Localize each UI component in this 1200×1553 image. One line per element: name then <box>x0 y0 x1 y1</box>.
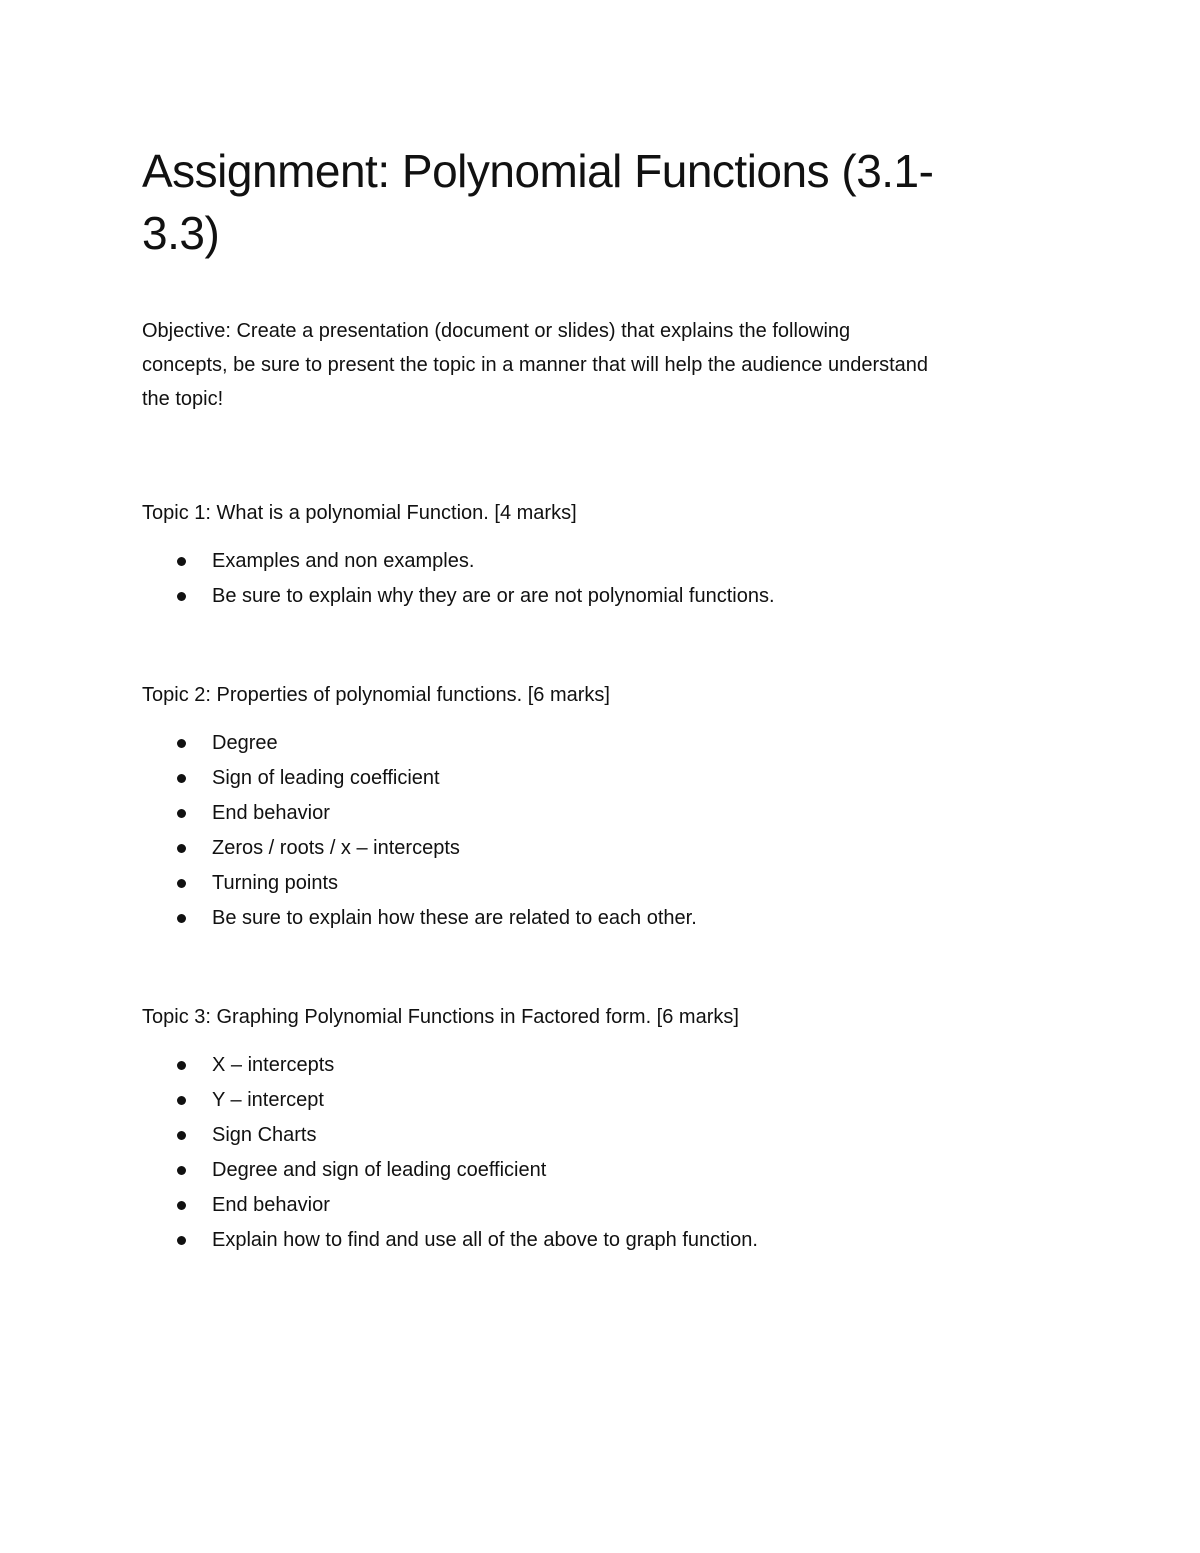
list-item-text: Zeros / roots / x – intercepts <box>212 837 460 859</box>
list-item <box>142 831 1062 866</box>
list-item <box>142 579 1062 614</box>
bullet-icon <box>177 774 186 783</box>
objective-line-1: Objective: Create a presentation (document or slides) that explains the following <box>142 320 851 342</box>
list-item <box>142 544 1062 579</box>
topic-3-heading: Topic 3: Graphing Polynomial Functions in Factored form. [6 marks] <box>142 1006 739 1028</box>
objective-paragraph <box>142 314 1062 416</box>
document-title <box>142 140 1062 264</box>
list-item <box>142 901 1062 936</box>
topic-2-section <box>142 678 1062 936</box>
topic-1-heading: Topic 1: What is a polynomial Function. [4 marks] <box>142 502 577 524</box>
list-item <box>142 796 1062 831</box>
list-item-text: End behavior <box>212 1194 330 1216</box>
bullet-icon <box>177 1166 186 1175</box>
topic-2-heading: Topic 2: Properties of polynomial functions. [6 marks] <box>142 684 610 706</box>
document-page <box>142 140 1062 1258</box>
bullet-icon <box>177 592 186 601</box>
list-item-text: X – intercepts <box>212 1054 335 1076</box>
bullet-icon <box>177 1131 186 1140</box>
bullet-icon <box>177 739 186 748</box>
list-item-text: Sign Charts <box>212 1124 317 1146</box>
objective-line-3: the topic! <box>142 388 224 410</box>
list-item-text: Be sure to explain how these are related to each other. <box>212 907 697 929</box>
list-item <box>142 1083 1062 1118</box>
topic-3-list <box>142 1048 1062 1258</box>
bullet-icon <box>177 1201 186 1210</box>
list-item <box>142 866 1062 901</box>
list-item-text: End behavior <box>212 802 330 824</box>
bullet-icon <box>177 1096 186 1105</box>
topic-1-list <box>142 544 1062 614</box>
topic-3-section <box>142 1000 1062 1258</box>
bullet-icon <box>177 914 186 923</box>
list-item-text: Sign of leading coefficient <box>212 767 440 789</box>
list-item-text: Degree and sign of leading coefficient <box>212 1159 547 1181</box>
topic-1-section <box>142 496 1062 614</box>
list-item <box>142 1223 1062 1258</box>
list-item <box>142 1188 1062 1223</box>
bullet-icon <box>177 879 186 888</box>
list-item-text: Y – intercept <box>212 1089 324 1111</box>
list-item <box>142 761 1062 796</box>
list-item <box>142 1118 1062 1153</box>
topic-2-list <box>142 726 1062 936</box>
bullet-icon <box>177 1061 186 1070</box>
list-item <box>142 726 1062 761</box>
list-item-text: Be sure to explain why they are or are not polynomial functions. <box>212 585 775 607</box>
objective-line-2: concepts, be sure to present the topic in a manner that will help the audience understand <box>142 354 929 376</box>
bullet-icon <box>177 557 186 566</box>
title-line-2: 3.3) <box>142 207 220 259</box>
list-item-text: Turning points <box>212 872 338 894</box>
list-item-text: Examples and non examples. <box>212 550 475 572</box>
list-item-text: Degree <box>212 732 278 754</box>
bullet-icon <box>177 809 186 818</box>
list-item <box>142 1153 1062 1188</box>
list-item-text: Explain how to find and use all of the above to graph function. <box>212 1229 758 1251</box>
list-item <box>142 1048 1062 1083</box>
title-line-1: Assignment: Polynomial Functions (3.1- <box>142 145 934 197</box>
bullet-icon <box>177 1236 186 1245</box>
bullet-icon <box>177 844 186 853</box>
